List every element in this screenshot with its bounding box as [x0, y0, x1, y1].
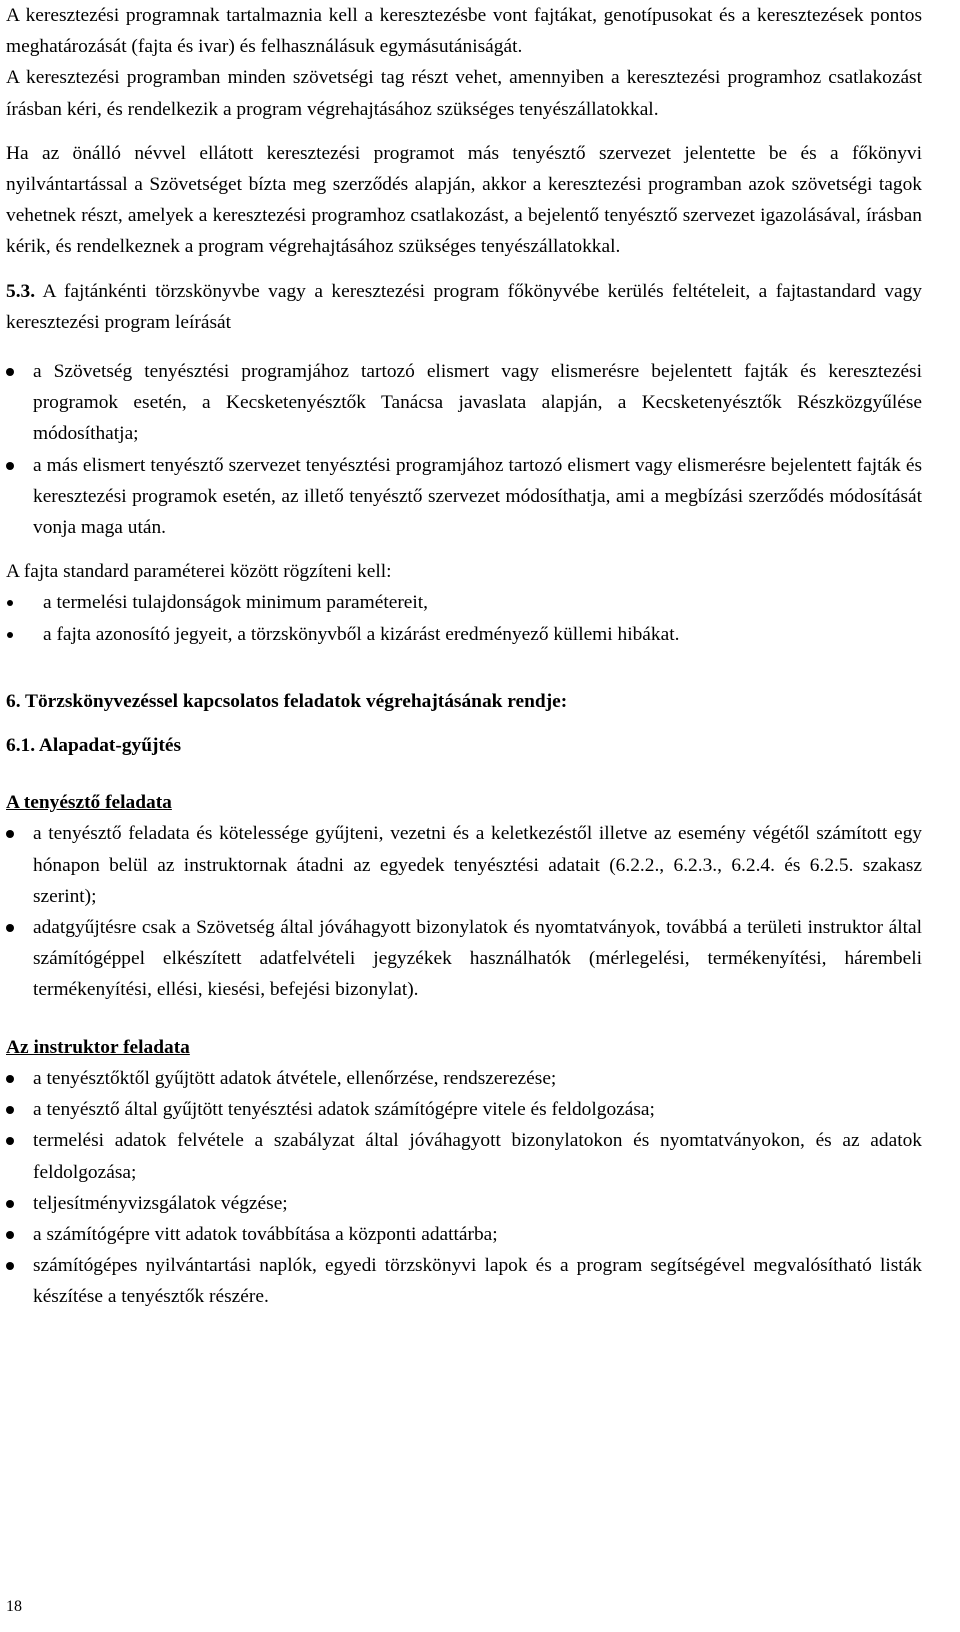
spacer: [6, 761, 922, 787]
list-item: teljesítményvizsgálatok végzése;: [6, 1188, 922, 1219]
bullet-icon: [6, 1137, 14, 1145]
list-item: számítógépes nyilvántartási naplók, egyedi törzskönyvi lapok és a program segítségével megvalósítható listák készítése a tenyésztők részére.: [6, 1250, 922, 1312]
breeder-duties-list: [6, 818, 922, 1005]
spacer: [6, 338, 922, 356]
list-item: a tenyésztő által gyűjtött tenyésztési adatok számítógépre vitele és feldolgozása;: [6, 1094, 922, 1125]
bullet-icon: [6, 830, 14, 838]
list-item: a más elismert tenyésztő szervezet tenyésztési programjához tartozó elismert vagy elismerésre bejelentett fajták és keresztezési programok esetén, az illető tenyésztő szervezet módosíthatja, ami a megbízási szerződés módosítását vonja maga után.: [6, 450, 922, 544]
standard-intro: A fajta standard paraméterei között rögzíteni kell:: [6, 561, 392, 583]
paragraph-crossbreeding-contents: A keresztezési programnak tartalmaznia kell a keresztezésbe vont fajtákat, genotípusokat és a keresztezések pontos meghatározását (fajta és ivar) és felhasználásuk egymásutániságát.: [6, 5, 922, 58]
instructor-duties-heading: Az instruktor feladata: [6, 1036, 190, 1058]
instructor-duties-list: [6, 1063, 922, 1313]
section-6-heading: 6. Törzskönyvezéssel kapcsolatos feladatok végrehajtásának rendje:: [6, 690, 568, 712]
bullet-icon: [6, 1075, 14, 1083]
paragraph-other-organization: Ha az önálló névvel ellátott keresztezési programot más tenyésztő szervezet jelentette be és a főkönyvi nyilvántartással a Szövetséget bízta meg szerződés alapján, akkor a keresztezési programban azok szövetségi tagok vehetnek részt, amelyek a keresztezési programhoz csatlakozást, a bejelentő tenyésztő szervezet igazolásával, írásban kérik, és rendelkeznek a program végrehajtásához szükséges tenyészállatokkal.: [6, 142, 922, 258]
spacer: [6, 543, 922, 556]
list-item: adatgyűjtésre csak a Szövetség által jóváhagyott bizonylatok és nyomtatványok, továbbá a területi instruktor által számítógéppel elkészített adatfelvételi jegyzékek használhatók (mérlegelési, termékenyítési, hárembeli termékenyítési, ellési, kiesési, befejési bizonylat).: [6, 912, 922, 1006]
breeder-duties-heading: A tenyésztő feladata: [6, 792, 172, 814]
list-item: a tenyésztőktől gyűjtött adatok átvétele, ellenőrzése, rendszerezése;: [6, 1063, 922, 1094]
section-5-3-paragraph: [6, 276, 922, 338]
spacer: [6, 717, 922, 730]
list-item: a számítógépre vitt adatok továbbítása a központi adattárba;: [6, 1219, 922, 1250]
bullet-icon: [7, 632, 13, 638]
page-content: [6, 0, 922, 1313]
spacer: [6, 1006, 922, 1032]
bullet-icon: [6, 1231, 14, 1239]
paragraph-crossbreeding-participation: A keresztezési programban minden szövetségi tag részt vehet, amennyiben a keresztezési programhoz csatlakozást írásban kéri, és rendelkezik a program végrehajtásához szükséges tenyészállatokkal.: [6, 67, 922, 120]
list-item: a tenyésztő feladata és kötelessége gyűjteni, vezetni és a keletkezéstől illetve az esemény végétől számított egy hónapon belül az instruktornak átadni az egyedek tenyésztési adatait (6.2.2., 6.2.3., 6.2.4. és 6.2.5. szakasz szerint);: [6, 818, 922, 912]
bullet-icon: [6, 1200, 14, 1208]
bullet-icon: [6, 368, 14, 376]
list-item: termelési adatok felvétele a szabályzat által jóváhagyott bizonylatokon és nyomtatványokon, és az adatok feldolgozása;: [6, 1125, 922, 1187]
bullet-icon: [7, 600, 13, 606]
section-5-3-list: [6, 356, 922, 543]
page-number: 18: [6, 1598, 22, 1615]
section-5-3-number: 5.3.: [6, 280, 36, 302]
bullet-icon: [6, 924, 14, 932]
spacer: [6, 650, 922, 686]
list-item: a Szövetség tenyésztési programjához tartozó elismert vagy elismerésre bejelentett fajták és keresztezési programok esetén, a Kecsketenyésztők Tanácsa javaslata alapján, a Kecsketenyésztők Részközgyűlése módosíthatja;: [6, 356, 922, 450]
list-item: a termelési tulajdonságok minimum paramétereit,: [6, 587, 922, 618]
bullet-icon: [6, 1106, 14, 1114]
standard-list: [6, 587, 922, 649]
bullet-icon: [6, 1262, 14, 1270]
section-6-1-heading: 6.1. Alapadat-gyűjtés: [6, 735, 182, 757]
spacer: [6, 263, 922, 276]
spacer: [6, 125, 922, 138]
list-item: a fajta azonosító jegyeit, a törzskönyvből a kizárást eredményező küllemi hibákat.: [6, 619, 922, 650]
section-5-3-text: A fajtánkénti törzskönyvbe vagy a keresztezési program főkönyvébe kerülés feltételeit, a fajtastandard vagy keresztezési program leírását: [6, 280, 922, 333]
bullet-icon: [6, 462, 14, 470]
